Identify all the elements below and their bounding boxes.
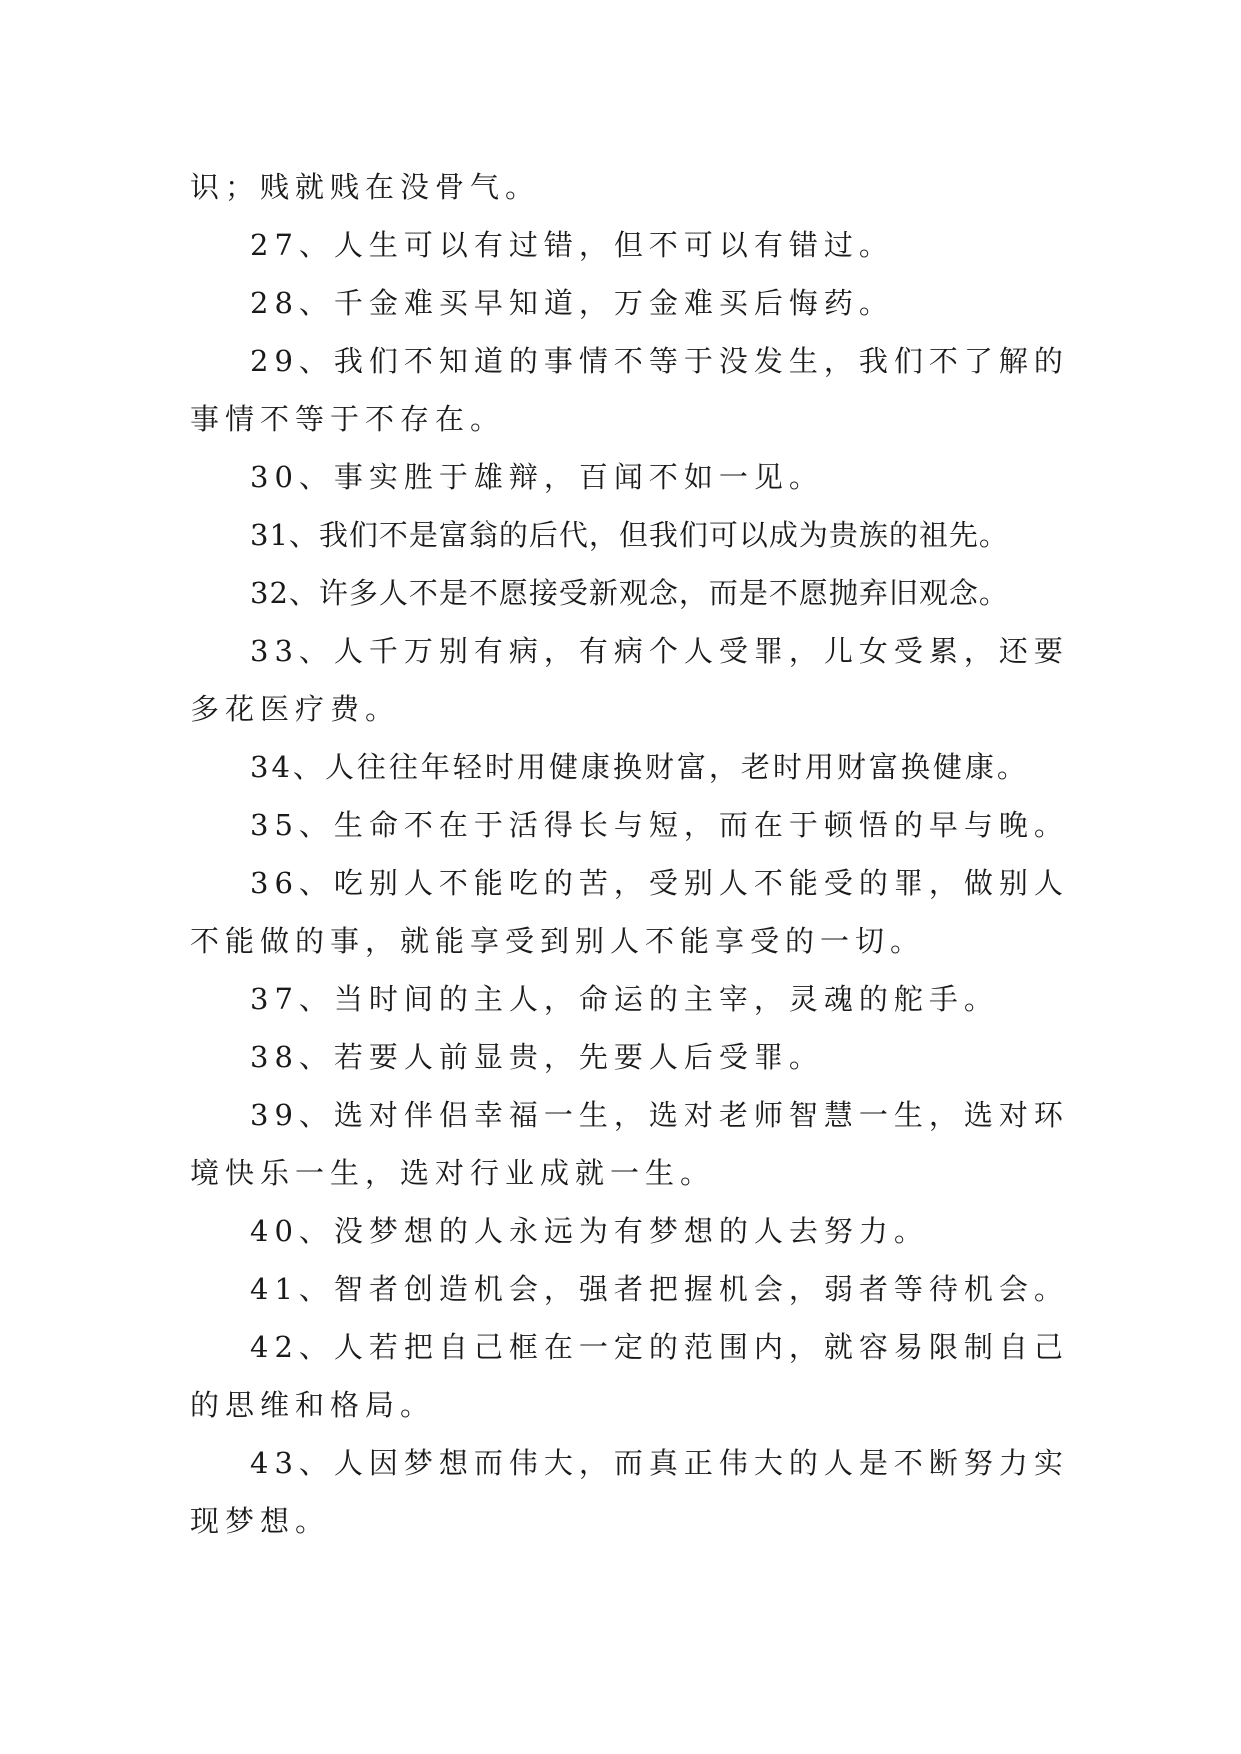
paragraph-37: 37、当时间的主人，命运的主宰，灵魂的舵手。 <box>250 982 999 1016</box>
paragraph-38: 38、若要人前显贵，先要人后受罪。 <box>250 1040 824 1074</box>
paragraph-34: 34、人往往年轻时用健康换财富，老时用财富换健康。 <box>250 750 1029 784</box>
paragraph-39: 39、选对伴侣幸福一生，选对老师智慧一生，选对环境快乐一生，选对行业成就一生。 <box>190 1098 1069 1190</box>
paragraph-40: 40、没梦想的人永远为有梦想的人去努力。 <box>250 1214 929 1248</box>
paragraph-36: 36、吃别人不能吃的苦，受别人不能受的罪，做别人不能做的事，就能享受到别人不能享受的一切。 <box>190 866 1069 958</box>
paragraph-33: 33、人千万别有病，有病个人受罪，儿女受累，还要多花医疗费。 <box>190 634 1069 726</box>
paragraph-35: 35、生命不在于活得长与短，而在于顿悟的早与晚。 <box>250 808 1069 842</box>
paragraph-29: 29、我们不知道的事情不等于没发生，我们不了解的事情不等于不存在。 <box>190 344 1069 436</box>
paragraph-27: 27、人生可以有过错，但不可以有错过。 <box>250 228 894 262</box>
paragraph-42: 42、人若把自己框在一定的范围内，就容易限制自己的思维和格局。 <box>190 1330 1069 1422</box>
paragraph-30: 30、事实胜于雄辩，百闻不如一见。 <box>250 460 824 494</box>
document-body <box>190 158 1090 1550</box>
paragraph-26-continuation: 识；贱就贱在没骨气。 <box>190 170 541 204</box>
paragraph-28: 28、千金难买早知道，万金难买后悔药。 <box>250 286 894 320</box>
paragraph-32: 32、许多人不是不愿接受新观念，而是不愿抛弃旧观念。 <box>250 576 1009 610</box>
paragraph-31: 31、我们不是富翁的后代，但我们可以成为贵族的祖先。 <box>250 518 1009 552</box>
paragraph-43: 43、人因梦想而伟大，而真正伟大的人是不断努力实现梦想。 <box>190 1446 1069 1538</box>
paragraph-41: 41、智者创造机会，强者把握机会，弱者等待机会。 <box>250 1272 1069 1306</box>
